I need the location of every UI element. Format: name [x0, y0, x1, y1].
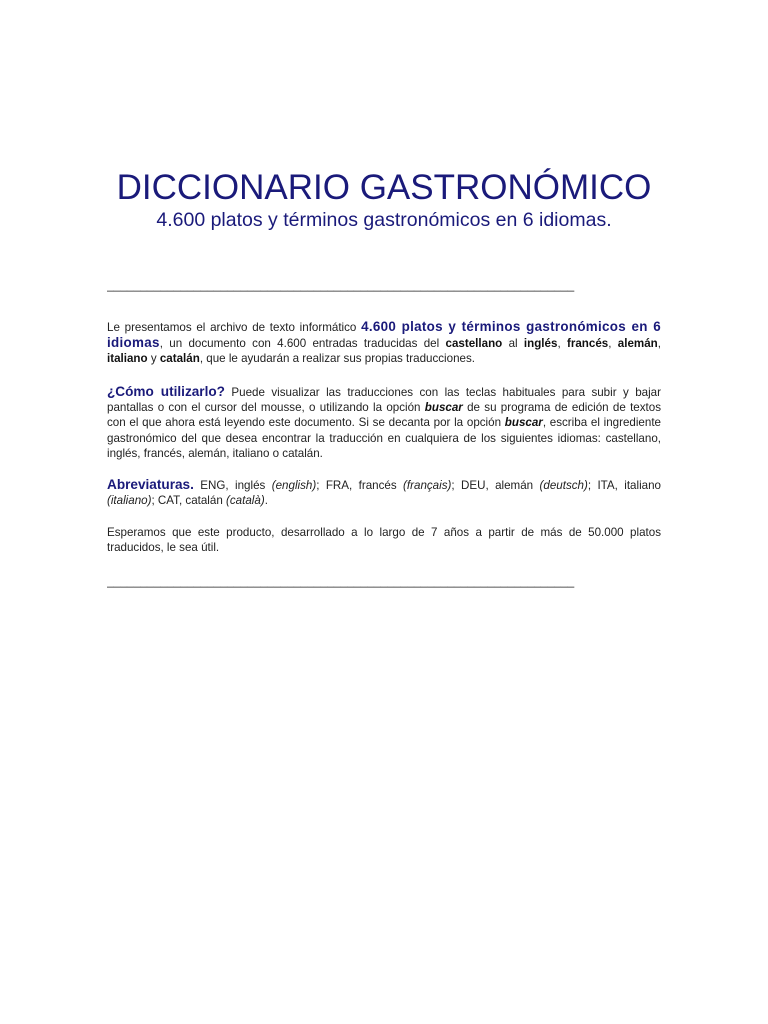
lang-italiano: italiano	[107, 352, 148, 366]
abbrev-native: (english)	[271, 479, 317, 492]
lang-catalan: catalán	[159, 352, 200, 366]
intro-text: y	[147, 352, 160, 366]
abbrev-native: (català)	[226, 494, 265, 508]
abbrev-text: ; DEU, alemán	[451, 479, 540, 492]
intro-text: ,	[557, 337, 567, 351]
usage-text: Puede visualizar las traducciones con las teclas habituales para subir y bajar pantallas o con el cursor del mousse, o utilizando la opción	[107, 386, 661, 415]
divider-bottom: ______________________________________________________________________	[107, 574, 575, 588]
lang-aleman: alemán	[617, 337, 658, 351]
page-subtitle: 4.600 platos y términos gastronómicos en 6 idiomas.	[156, 209, 612, 231]
lang-ingles: inglés	[523, 337, 558, 351]
abbrev-text: ENG, inglés	[193, 479, 272, 492]
abbrev-native: (français)	[403, 479, 452, 492]
intro-highlight: 4.600 platos y términos gastronómicos en 6 idiomas	[107, 319, 662, 351]
lang-frances: francés	[566, 337, 609, 351]
closing-paragraph: Esperamos que este producto, desarrollado a lo largo de 7 años a partir de más de 50.000 platos traducidos, le sea útil.	[107, 526, 661, 555]
intro-text: Le presentamos el archivo de texto informático	[107, 321, 362, 334]
abbreviations-paragraph	[107, 477, 661, 508]
page-title: DICCIONARIO GASTRONÓMICO	[116, 168, 652, 207]
abbrev-text: ; FRA, francés	[316, 479, 404, 492]
lang-castellano: castellano	[445, 337, 503, 351]
buscar-term: buscar	[424, 401, 463, 415]
abbrev-text: ; CAT, catalán	[151, 494, 227, 508]
intro-text: , un documento con 4.600 entradas traducidas del	[159, 337, 446, 351]
intro-paragraph	[107, 319, 661, 367]
abbrev-native: (deutsch)	[539, 479, 588, 492]
intro-text: al	[502, 337, 524, 351]
abbrev-native: (italiano)	[107, 494, 152, 508]
abbrev-text: ; ITA, italiano	[587, 479, 661, 492]
intro-text: ,	[657, 337, 661, 351]
buscar-term: buscar	[504, 416, 543, 430]
usage-paragraph	[107, 384, 661, 461]
usage-text: de su programa de edición de textos con el que ahora está leyendo este documento. Si se decanta por la opción	[107, 401, 661, 430]
usage-text: , escriba el ingrediente gastronómico del que desea encontrar la traducción en cualquiera de los siguientes idiomas: castellano, inglés, francés, alemán, italiano o catalán.	[107, 416, 662, 460]
intro-text: ,	[608, 337, 618, 351]
intro-text: , que le ayudarán a realizar sus propias traducciones.	[199, 352, 475, 366]
abbreviations-heading: Abreviaturas.	[107, 477, 194, 492]
abbrev-text: .	[264, 494, 268, 508]
divider-top: ______________________________________________________________________	[107, 278, 575, 292]
usage-heading: ¿Cómo utilizarlo?	[107, 384, 225, 399]
